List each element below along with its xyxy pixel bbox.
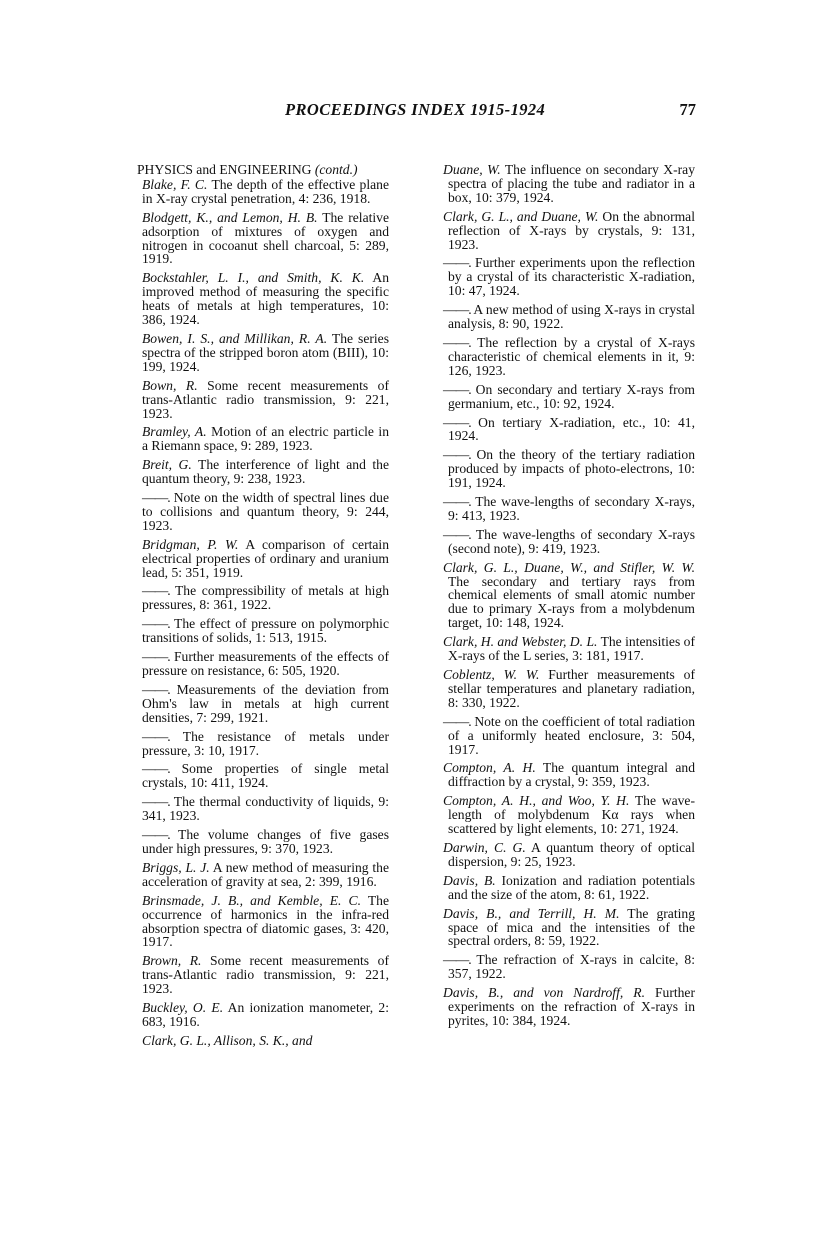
entry-author: ——.	[443, 255, 471, 271]
entry-text: An ionization manometer, 2: 683, 1916.	[142, 1000, 389, 1029]
index-entry	[443, 256, 695, 298]
entry-author: Darwin, C. G.	[443, 839, 526, 855]
left-entry-list	[137, 178, 389, 1048]
index-entry	[443, 336, 695, 378]
entry-text: Some recent measurements of trans-Atlantic radio transmission, 9: 221, 1923.	[142, 953, 390, 997]
entry-author: Clark, G. L., Duane, W., and Stifler, W. W.	[443, 559, 695, 575]
entry-author: Davis, B., and von Nardroff, R.	[443, 985, 645, 1001]
index-entry	[142, 271, 389, 327]
right-entry-list	[443, 163, 695, 1028]
entry-text: On the theory of the tertiary radiation produced by impacts of photo-electrons, 10: 191, 1924.	[448, 447, 695, 491]
entry-author: ——.	[142, 616, 170, 632]
index-entry	[142, 332, 389, 374]
index-entry	[443, 794, 695, 836]
entry-text: Further measurements of the effects of pressure on resistance, 6: 505, 1920.	[142, 649, 389, 678]
entry-text: The effect of pressure on polymorphic transitions of solids, 1: 513, 1915.	[142, 616, 389, 646]
section-contd: (contd.)	[314, 162, 358, 177]
entry-author: Briggs, L. J.	[142, 859, 210, 875]
index-entry	[142, 211, 389, 267]
entry-text: On tertiary X-radiation, etc., 10: 41, 1924.	[448, 414, 695, 444]
index-entry	[443, 986, 695, 1028]
index-entry	[142, 491, 389, 533]
index-entry	[443, 668, 695, 710]
entry-text: The secondary and tertiary rays from chemical elements of small atomic number due to primary X-rays from a molybdenum target, 10: 148, 1924.	[448, 573, 695, 631]
entry-text: The intensities of X-rays of the L series, 3: 181, 1917.	[448, 634, 695, 664]
index-entry	[142, 795, 389, 823]
right-column	[443, 163, 695, 1033]
index-entry	[142, 828, 389, 856]
entry-text: Note on the width of spectral lines due to collisions and quantum theory, 9: 244, 1923.	[142, 490, 389, 533]
entry-text: An improved method of measuring the specific heats of metals at high temperatures, 10: 386, 1924.	[142, 270, 389, 328]
entry-author: ——.	[443, 494, 471, 510]
entry-author: Brinsmade, J. B., and Kemble, E. C.	[142, 892, 361, 908]
index-entry	[443, 303, 695, 331]
entry-author: ——.	[443, 381, 471, 397]
entry-author: ——.	[142, 490, 170, 506]
entry-text: The interference of light and the quantum theory, 9: 238, 1923.	[142, 457, 389, 487]
entry-author: Duane, W.	[443, 162, 501, 177]
entry-text: Some recent measurements of trans-Atlantic radio transmission, 9: 221, 1923.	[142, 377, 390, 421]
index-entry	[142, 730, 389, 758]
index-entry	[142, 954, 389, 996]
entry-author: Blake, F. C.	[142, 176, 208, 192]
entry-text: The depth of the effective plane in X-ray crystal penetration, 4: 236, 1918.	[142, 176, 389, 206]
left-column	[137, 163, 389, 1053]
entry-text: The relative adsorption of mixtures of oxygen and nitrogen in cocoanut shell charcoal, 5: 289, 1919.	[142, 209, 389, 267]
entry-text: The wave-length of molybdenum Kα rays when scattered by light elements, 10: 271, 1924.	[448, 793, 695, 837]
section-title: PHYSICS and ENGINEERING	[137, 162, 312, 177]
entry-text: On the abnormal reflection of X-rays by crystals, 9: 131, 1923.	[448, 208, 695, 252]
entry-author: Compton, A. H., and Woo, Y. H.	[443, 793, 630, 809]
index-entry	[142, 650, 389, 678]
entry-author: ——.	[142, 728, 170, 744]
entry-text: The occurrence of harmonics in the infra-red absorption spectra of diatomic gases, 3: 420, 1917.	[142, 892, 389, 950]
index-entry	[142, 762, 389, 790]
entry-text: Further experiments on the refraction of X-rays in pyrites, 10: 384, 1924.	[448, 985, 695, 1028]
entry-text: Further experiments upon the reflection by a crystal of its characteristic X-radiation, 10: 47, 1924.	[448, 255, 695, 299]
entry-author: Clark, G. L., and Duane, W.	[443, 208, 599, 224]
page-number: 77	[679, 100, 696, 119]
entry-text: On secondary and tertiary X-rays from germanium, etc., 10: 92, 1924.	[448, 381, 695, 411]
entry-author: ——.	[443, 334, 471, 350]
index-entry	[142, 584, 389, 612]
entry-author: ——.	[443, 952, 471, 968]
entry-text: Motion of an electric particle in a Riemann space, 9: 289, 1923.	[142, 424, 389, 454]
index-entry	[142, 1001, 389, 1029]
entry-author: Bowen, I. S., and Millikan, R. A.	[142, 330, 328, 346]
entry-text: A new method of using X-rays in crystal analysis, 8: 90, 1922.	[448, 302, 695, 332]
entry-text: The refraction of X-rays in calcite, 8: 357, 1922.	[448, 952, 695, 982]
entry-author: ——.	[142, 583, 170, 599]
entry-author: ——.	[142, 827, 170, 843]
entry-text: The resistance of metals under pressure, 3: 10, 1917.	[142, 728, 389, 758]
index-entry	[142, 458, 389, 486]
entry-author: ——.	[443, 713, 471, 729]
entry-author: Buckley, O. E.	[142, 1000, 224, 1016]
entry-author: Clark, G. L., Allison, S. K., and	[142, 1032, 313, 1048]
index-entry	[443, 448, 695, 490]
page-header	[140, 100, 696, 124]
index-entry	[142, 425, 389, 453]
index-entry	[443, 495, 695, 523]
entry-text: A quantum theory of optical dispersion, 9: 25, 1923.	[448, 839, 695, 869]
entry-author: ——.	[443, 302, 471, 318]
entry-text: A new method of measuring the acceleration of gravity at sea, 2: 399, 1916.	[142, 859, 390, 889]
section-heading	[137, 163, 389, 177]
entry-author: Davis, B., and Terrill, H. M.	[443, 905, 620, 921]
entry-author: Clark, H. and Webster, D. L.	[443, 634, 598, 650]
index-entry	[142, 379, 389, 421]
entry-text: The wave-lengths of secondary X-rays, 9: 413, 1923.	[448, 494, 695, 523]
index-entry	[443, 416, 695, 444]
entry-text: Some properties of single metal crystals, 10: 411, 1924.	[142, 761, 389, 791]
index-entry	[142, 538, 389, 580]
entry-author: Bown, R.	[142, 377, 198, 393]
index-entry	[443, 528, 695, 556]
entry-author: ——.	[443, 526, 471, 542]
index-entry	[142, 1034, 389, 1048]
index-entry	[142, 178, 389, 206]
entry-author: Bridgman, P. W.	[142, 536, 239, 552]
entry-author: Breit, G.	[142, 457, 192, 473]
index-entry	[443, 761, 695, 789]
entry-text: The compressibility of metals at high pressures, 8: 361, 1922.	[142, 583, 389, 613]
index-entry	[443, 635, 695, 663]
entry-author: ——.	[443, 447, 471, 463]
entry-text: Further measurements of stellar temperatures and planetary radiation, 8: 330, 1922.	[448, 667, 696, 710]
index-entry	[443, 953, 695, 981]
entry-author: Compton, A. H.	[443, 760, 536, 776]
entry-text: The grating space of mica and the intensities of the spectral orders, 8: 59, 1922.	[448, 905, 695, 949]
index-entry	[142, 683, 389, 725]
index-entry	[443, 874, 695, 902]
index-entry	[443, 841, 695, 869]
entry-text: The volume changes of five gases under high pressures, 9: 370, 1923.	[142, 827, 389, 856]
index-entry	[142, 617, 389, 645]
index-entry	[443, 163, 695, 205]
entry-author: ——.	[443, 414, 471, 430]
entry-author: Davis, B.	[443, 872, 496, 888]
entry-text: The thermal conductivity of liquids, 9: 341, 1923.	[142, 794, 389, 824]
index-entry	[443, 561, 695, 631]
entry-author: Coblentz, W. W.	[443, 667, 540, 682]
entry-author: Bramley, A.	[142, 424, 207, 440]
entry-author: ——.	[142, 649, 170, 665]
index-entry	[443, 907, 695, 949]
index-entry	[443, 383, 695, 411]
entry-text: Measurements of the deviation from Ohm's law in metals at high current densities, 7: 299, 1921.	[142, 681, 389, 725]
entry-text: The wave-lengths of secondary X-rays (second note), 9: 419, 1923.	[448, 526, 695, 556]
entry-author: Blodgett, K., and Lemon, H. B.	[142, 209, 318, 225]
index-entry	[142, 861, 389, 889]
index-entry	[443, 715, 695, 757]
entry-author: ——.	[142, 761, 170, 777]
entry-author: Brown, R.	[142, 953, 202, 969]
entry-text: The series spectra of the stripped boron atom (BIII), 10: 199, 1924.	[142, 330, 390, 374]
entry-text: The reflection by a crystal of X-rays characteristic of chemical elements in it, 9: 126, 1923.	[448, 334, 695, 378]
running-head: PROCEEDINGS INDEX 1915-1924	[285, 100, 546, 119]
entry-author: Bockstahler, L. I., and Smith, K. K.	[142, 270, 365, 286]
entry-author: ——.	[142, 794, 170, 810]
index-entry	[443, 210, 695, 252]
entry-text: Note on the coefficient of total radiation of a uniformly heated enclosure, 3: 504, 1917.	[448, 713, 695, 757]
entry-text: The influence on secondary X-ray spectra of placing the tube and radiator in a box, 10: 379, 1924.	[448, 162, 695, 205]
entry-text: The quantum integral and diffraction by a crystal, 9: 359, 1923.	[448, 760, 696, 790]
entry-author: ——.	[142, 681, 170, 697]
entry-text: Ionization and radiation potentials and the size of the atom, 8: 61, 1922.	[448, 872, 695, 902]
entry-text: A comparison of certain electrical properties of ordinary and uranium lead, 5: 351, 1919.	[142, 536, 389, 580]
index-entry	[142, 894, 389, 950]
